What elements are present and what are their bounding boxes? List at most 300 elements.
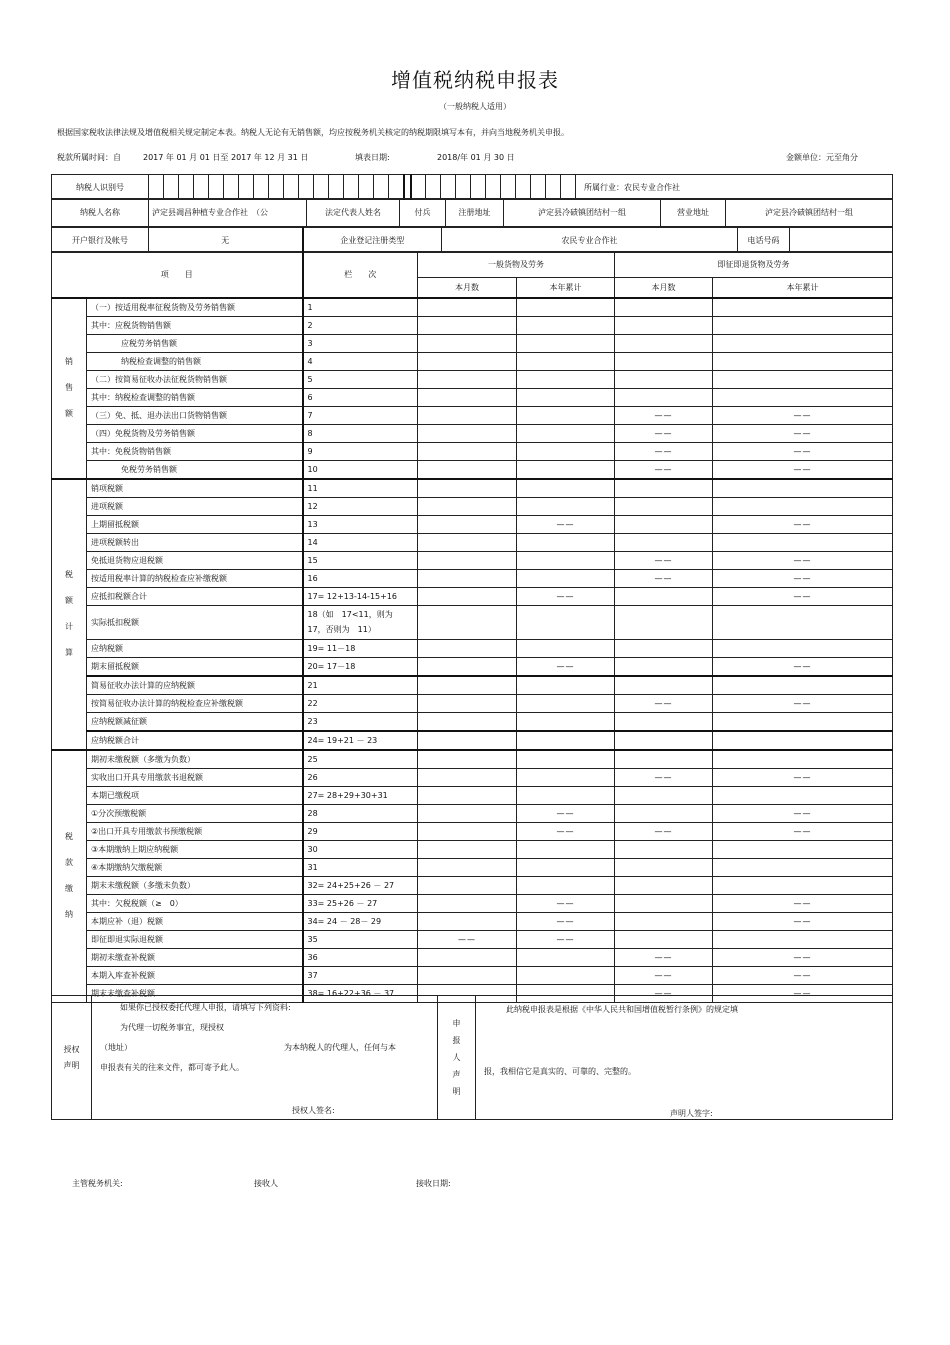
biz-addr-label: 营业地址 bbox=[661, 199, 726, 227]
cell-general-month[interactable] bbox=[418, 406, 517, 424]
legal-rep-label: 法定代表人姓名 bbox=[307, 199, 400, 227]
cell-refund-year[interactable] bbox=[713, 497, 893, 515]
cell-refund-year[interactable]: —— bbox=[713, 894, 893, 912]
cell-refund-year[interactable] bbox=[713, 858, 893, 876]
cell-general-month[interactable] bbox=[418, 479, 517, 498]
reg-addr-value[interactable]: 泸定县冷碛镇团结村一组 bbox=[504, 199, 661, 227]
cell-general-year[interactable] bbox=[517, 533, 615, 551]
row-col: 29 bbox=[303, 822, 418, 840]
cell-refund-year[interactable]: —— bbox=[713, 587, 893, 605]
table-row bbox=[52, 497, 893, 515]
cell-refund-month[interactable] bbox=[615, 388, 713, 406]
id-digit-box[interactable] bbox=[329, 175, 344, 200]
cell-refund-month[interactable]: —— bbox=[615, 442, 713, 460]
row-item: ②出口开具专用缴款书预缴税额 bbox=[87, 822, 303, 840]
cell-general-month[interactable] bbox=[418, 676, 517, 695]
row-col: 34= 24 － 28－ 29 bbox=[303, 912, 418, 930]
row-col: 30 bbox=[303, 840, 418, 858]
cell-general-month[interactable] bbox=[418, 533, 517, 551]
cell-general-month[interactable] bbox=[418, 316, 517, 334]
cell-general-year[interactable] bbox=[517, 786, 615, 804]
cell-refund-month[interactable] bbox=[615, 804, 713, 822]
id-digit-box[interactable] bbox=[389, 175, 404, 200]
cell-general-year[interactable] bbox=[517, 750, 615, 769]
table-row bbox=[52, 786, 893, 804]
cell-refund-year[interactable]: —— bbox=[713, 442, 893, 460]
cell-refund-year[interactable]: —— bbox=[713, 822, 893, 840]
cell-refund-month[interactable] bbox=[615, 912, 713, 930]
cell-general-year[interactable] bbox=[517, 497, 615, 515]
row-col: 17= 12+13-14-15+16 bbox=[303, 587, 418, 605]
table-row bbox=[52, 533, 893, 551]
cell-general-month[interactable] bbox=[418, 657, 517, 676]
table-row bbox=[52, 750, 893, 769]
declaration-table bbox=[51, 995, 893, 1120]
cell-refund-month[interactable] bbox=[615, 786, 713, 804]
cell-refund-month[interactable]: —— bbox=[615, 966, 713, 984]
id-digit-box[interactable] bbox=[561, 175, 576, 200]
cell-general-year[interactable]: —— bbox=[517, 515, 615, 533]
cell-general-year[interactable] bbox=[517, 768, 615, 786]
row-item: 期末留抵税额 bbox=[87, 657, 303, 676]
row-item: 其中：纳税检查调整的销售额 bbox=[87, 388, 303, 406]
id-digit-box[interactable] bbox=[359, 175, 374, 200]
id-digit-box[interactable] bbox=[516, 175, 531, 200]
cell-refund-month[interactable] bbox=[615, 657, 713, 676]
cell-general-month[interactable] bbox=[418, 551, 517, 569]
cell-refund-year[interactable] bbox=[713, 370, 893, 388]
row-col: 36 bbox=[303, 948, 418, 966]
cell-general-year[interactable] bbox=[517, 569, 615, 587]
cell-refund-year[interactable] bbox=[713, 712, 893, 731]
row-item: ①分次预缴税额 bbox=[87, 804, 303, 822]
cell-general-month[interactable]: —— bbox=[418, 930, 517, 948]
id-digit-box[interactable] bbox=[501, 175, 516, 200]
row-col: 27= 28+29+30+31 bbox=[303, 786, 418, 804]
cell-refund-month[interactable] bbox=[615, 858, 713, 876]
row-col: 24= 19+21 － 23 bbox=[303, 731, 418, 750]
table-row bbox=[52, 587, 893, 605]
cell-general-month[interactable] bbox=[418, 750, 517, 769]
cell-refund-year[interactable] bbox=[713, 840, 893, 858]
cell-general-year[interactable] bbox=[517, 316, 615, 334]
reg-addr-label: 注册地址 bbox=[446, 199, 504, 227]
cell-refund-month[interactable] bbox=[615, 639, 713, 657]
cell-general-year[interactable] bbox=[517, 334, 615, 352]
cell-refund-month[interactable]: —— bbox=[615, 569, 713, 587]
row-item: 进项税额转出 bbox=[87, 533, 303, 551]
header-refund-year: 本年累计 bbox=[713, 278, 893, 298]
id-digit-box[interactable] bbox=[546, 175, 561, 200]
table-row bbox=[52, 822, 893, 840]
cell-general-month[interactable] bbox=[418, 786, 517, 804]
cell-general-year[interactable]: —— bbox=[517, 804, 615, 822]
fill-date-value[interactable]: 2018/年 01 月 30 日 bbox=[437, 153, 515, 162]
row-col: 5 bbox=[303, 370, 418, 388]
table-row bbox=[52, 639, 893, 657]
row-col: 16 bbox=[303, 569, 418, 587]
period-value[interactable]: 2017 年 01 月 01 日至 2017 年 12 月 31 日 bbox=[143, 153, 309, 162]
cell-general-month[interactable] bbox=[418, 515, 517, 533]
row-item: 纳税检查调整的销售额 bbox=[87, 352, 303, 370]
id-digit-box[interactable] bbox=[314, 175, 329, 200]
row-item: 免税劳务销售额 bbox=[87, 460, 303, 479]
cell-refund-year[interactable] bbox=[713, 750, 893, 769]
cell-refund-month[interactable] bbox=[615, 334, 713, 352]
cell-general-month[interactable] bbox=[418, 858, 517, 876]
cell-refund-year[interactable] bbox=[713, 298, 893, 317]
id-digit-box[interactable] bbox=[179, 175, 194, 200]
cell-general-month[interactable] bbox=[418, 840, 517, 858]
cell-general-month[interactable] bbox=[418, 822, 517, 840]
cell-refund-year[interactable]: —— bbox=[713, 966, 893, 984]
id-digit-box[interactable] bbox=[164, 175, 179, 200]
table-row bbox=[52, 768, 893, 786]
table-row bbox=[52, 605, 893, 639]
cell-refund-month[interactable] bbox=[615, 497, 713, 515]
auth-line3b: 为本纳税人的代理人，任何与本 bbox=[284, 1043, 396, 1052]
cell-refund-month[interactable]: —— bbox=[615, 984, 713, 1002]
id-digit-box[interactable] bbox=[239, 175, 254, 200]
auth-line3a: （地址） bbox=[100, 1043, 132, 1052]
row-item: 上期留抵税额 bbox=[87, 515, 303, 533]
cell-general-month[interactable] bbox=[418, 694, 517, 712]
cell-refund-year[interactable] bbox=[713, 731, 893, 750]
row-col: 22 bbox=[303, 694, 418, 712]
row-col: 19= 11－18 bbox=[303, 639, 418, 657]
cell-refund-year[interactable]: —— bbox=[713, 569, 893, 587]
table-row bbox=[52, 694, 893, 712]
cell-refund-year[interactable] bbox=[713, 316, 893, 334]
row-col: 26 bbox=[303, 768, 418, 786]
cell-refund-year[interactable] bbox=[713, 388, 893, 406]
cell-refund-year[interactable] bbox=[713, 676, 893, 695]
row-item: 按适用税率计算的纳税检查应补缴税额 bbox=[87, 569, 303, 587]
row-item: 本期已缴税项 bbox=[87, 786, 303, 804]
row-col: 37 bbox=[303, 966, 418, 984]
table-row bbox=[52, 948, 893, 966]
cell-general-month[interactable] bbox=[418, 298, 517, 317]
row-item: 简易征收办法计算的应纳税额 bbox=[87, 676, 303, 695]
cell-refund-year[interactable] bbox=[713, 639, 893, 657]
cell-general-year[interactable] bbox=[517, 388, 615, 406]
cell-general-year[interactable] bbox=[517, 676, 615, 695]
id-digit-box[interactable] bbox=[209, 175, 224, 200]
cell-general-year[interactable] bbox=[517, 639, 615, 657]
cell-general-month[interactable] bbox=[418, 876, 517, 894]
cell-general-year[interactable] bbox=[517, 731, 615, 750]
row-item: 应纳税额 bbox=[87, 639, 303, 657]
cell-general-month[interactable] bbox=[418, 912, 517, 930]
cell-refund-year[interactable]: —— bbox=[713, 694, 893, 712]
cell-refund-year[interactable] bbox=[713, 876, 893, 894]
legal-rep-value[interactable]: 付兵 bbox=[400, 199, 446, 227]
cell-refund-year[interactable]: —— bbox=[713, 515, 893, 533]
section-tax-calc: 税 额 计 算 bbox=[52, 479, 87, 750]
cell-refund-month[interactable] bbox=[615, 930, 713, 948]
cell-general-year[interactable] bbox=[517, 948, 615, 966]
table-row bbox=[52, 460, 893, 479]
table-row bbox=[52, 442, 893, 460]
auth-line1: 如果你已授权委托代理人申报，请填写下列资料: bbox=[120, 1003, 291, 1012]
cell-refund-month[interactable]: —— bbox=[615, 551, 713, 569]
row-item: 期初未缴税额（多缴为负数） bbox=[87, 750, 303, 769]
decl-signature[interactable]: 声明人签字: bbox=[670, 1109, 713, 1118]
cell-general-year[interactable] bbox=[517, 424, 615, 442]
cell-general-month[interactable] bbox=[418, 497, 517, 515]
cell-general-month[interactable] bbox=[418, 731, 517, 750]
cell-general-month[interactable] bbox=[418, 639, 517, 657]
cell-refund-month[interactable] bbox=[615, 876, 713, 894]
id-digit-box[interactable] bbox=[269, 175, 284, 200]
cell-refund-year[interactable] bbox=[713, 334, 893, 352]
cell-general-month[interactable] bbox=[418, 948, 517, 966]
cell-general-month[interactable] bbox=[418, 712, 517, 731]
id-digit-box[interactable] bbox=[471, 175, 486, 200]
cell-general-year[interactable] bbox=[517, 876, 615, 894]
cell-refund-month[interactable] bbox=[615, 840, 713, 858]
row-col: 23 bbox=[303, 712, 418, 731]
id-digit-box[interactable] bbox=[284, 175, 299, 200]
cell-general-month[interactable] bbox=[418, 587, 517, 605]
tax-return-table bbox=[51, 251, 893, 1003]
row-col: 8 bbox=[303, 424, 418, 442]
cell-general-month[interactable] bbox=[418, 768, 517, 786]
cell-general-month[interactable] bbox=[418, 334, 517, 352]
cell-general-month[interactable] bbox=[418, 424, 517, 442]
cell-general-year[interactable] bbox=[517, 406, 615, 424]
cell-general-year[interactable] bbox=[517, 352, 615, 370]
section-sales: 销 售 额 bbox=[52, 298, 87, 479]
id-digit-box[interactable] bbox=[299, 175, 314, 200]
cell-general-month[interactable] bbox=[418, 894, 517, 912]
cell-general-month[interactable] bbox=[418, 460, 517, 479]
table-row bbox=[52, 676, 893, 695]
table-row bbox=[52, 569, 893, 587]
cell-refund-year[interactable] bbox=[713, 533, 893, 551]
bank-value[interactable]: 无 bbox=[149, 228, 303, 253]
table-row bbox=[52, 515, 893, 533]
cell-general-year[interactable] bbox=[517, 460, 615, 479]
row-col: 3 bbox=[303, 334, 418, 352]
row-col: 13 bbox=[303, 515, 418, 533]
header-general-year: 本年累计 bbox=[517, 278, 615, 298]
cell-refund-month[interactable]: —— bbox=[615, 460, 713, 479]
table-row bbox=[52, 894, 893, 912]
id-separator bbox=[404, 175, 411, 200]
id-digit-box[interactable] bbox=[224, 175, 239, 200]
cell-refund-month[interactable] bbox=[615, 750, 713, 769]
row-item: 其中：欠税税额（≥ 0） bbox=[87, 894, 303, 912]
fill-date-label: 填表日期: bbox=[355, 153, 390, 162]
auth-line2: 为代理一切税务事宜，现授权 bbox=[120, 1023, 224, 1032]
cell-general-year[interactable] bbox=[517, 442, 615, 460]
cell-general-year[interactable]: —— bbox=[517, 822, 615, 840]
cell-refund-month[interactable] bbox=[615, 533, 713, 551]
row-col: 31 bbox=[303, 858, 418, 876]
cell-refund-year[interactable]: —— bbox=[713, 424, 893, 442]
cell-general-month[interactable] bbox=[418, 966, 517, 984]
cell-refund-month[interactable] bbox=[615, 298, 713, 317]
table-row bbox=[52, 876, 893, 894]
cell-general-year[interactable] bbox=[517, 551, 615, 569]
row-col: 7 bbox=[303, 406, 418, 424]
id-digit-box[interactable] bbox=[149, 175, 164, 200]
cell-general-year[interactable] bbox=[517, 298, 615, 317]
table-row bbox=[52, 966, 893, 984]
cell-refund-month[interactable] bbox=[615, 731, 713, 750]
cell-general-month[interactable] bbox=[418, 370, 517, 388]
id-digit-box[interactable] bbox=[426, 175, 441, 200]
cell-general-month[interactable] bbox=[418, 569, 517, 587]
id-digit-box[interactable] bbox=[441, 175, 456, 200]
cell-refund-month[interactable] bbox=[615, 370, 713, 388]
cell-general-year[interactable] bbox=[517, 605, 615, 639]
table-row bbox=[52, 370, 893, 388]
table-row bbox=[52, 731, 893, 750]
row-item: 实收出口开具专用缴款书退税额 bbox=[87, 768, 303, 786]
cell-refund-year[interactable]: —— bbox=[713, 912, 893, 930]
cell-general-year[interactable] bbox=[517, 840, 615, 858]
cell-general-year[interactable]: —— bbox=[517, 912, 615, 930]
row-item: （四）免税货物及劳务销售额 bbox=[87, 424, 303, 442]
phone-label: 电话号码 bbox=[738, 228, 790, 253]
row-item: （三）免、抵、退办法出口货物销售额 bbox=[87, 406, 303, 424]
table-row bbox=[52, 388, 893, 406]
cell-general-year[interactable]: —— bbox=[517, 657, 615, 676]
cell-general-year[interactable] bbox=[517, 370, 615, 388]
table-row bbox=[52, 298, 893, 317]
cell-refund-year[interactable]: —— bbox=[713, 657, 893, 676]
row-item: 进项税额 bbox=[87, 497, 303, 515]
cell-refund-year[interactable] bbox=[713, 605, 893, 639]
cell-refund-month[interactable]: —— bbox=[615, 694, 713, 712]
cell-general-year[interactable] bbox=[517, 694, 615, 712]
phone-value[interactable] bbox=[790, 228, 893, 253]
cell-refund-month[interactable] bbox=[615, 676, 713, 695]
id-digit-box[interactable] bbox=[531, 175, 546, 200]
row-item: 销项税额 bbox=[87, 479, 303, 498]
id-digit-box[interactable] bbox=[486, 175, 501, 200]
header-general: 一般货物及劳务 bbox=[418, 252, 615, 278]
cell-general-year[interactable] bbox=[517, 712, 615, 731]
cell-general-year[interactable] bbox=[517, 858, 615, 876]
cell-refund-month[interactable] bbox=[615, 352, 713, 370]
page-title: 增值税纳税申报表 bbox=[391, 68, 559, 92]
cell-general-month[interactable] bbox=[418, 605, 517, 639]
row-col: 6 bbox=[303, 388, 418, 406]
cell-refund-month[interactable] bbox=[615, 605, 713, 639]
cell-refund-month[interactable]: —— bbox=[615, 768, 713, 786]
cell-refund-year[interactable] bbox=[713, 786, 893, 804]
cell-refund-month[interactable] bbox=[615, 587, 713, 605]
cell-refund-month[interactable]: —— bbox=[615, 948, 713, 966]
id-digit-box[interactable] bbox=[254, 175, 269, 200]
cell-general-month[interactable] bbox=[418, 804, 517, 822]
cell-refund-year[interactable]: —— bbox=[713, 948, 893, 966]
cell-general-year[interactable] bbox=[517, 479, 615, 498]
cell-refund-month[interactable]: —— bbox=[615, 424, 713, 442]
row-item: 其中：应税货物销售额 bbox=[87, 316, 303, 334]
cell-general-year[interactable]: —— bbox=[517, 930, 615, 948]
cell-refund-year[interactable]: —— bbox=[713, 406, 893, 424]
reg-type-label: 企业登记注册类型 bbox=[303, 228, 442, 253]
industry: 所属行业：农民专业合作社 bbox=[576, 175, 893, 200]
row-col: 38= 16+22+36 － 37 bbox=[303, 984, 418, 1002]
section-payment: 税 款 缴 纳 bbox=[52, 750, 87, 1003]
taxpayer-id-label: 纳税人识别号 bbox=[52, 175, 149, 200]
row-col: 28 bbox=[303, 804, 418, 822]
row-item: （一）按适用税率征税货物及劳务销售额 bbox=[87, 298, 303, 317]
cell-refund-month[interactable] bbox=[615, 515, 713, 533]
cell-refund-year[interactable]: —— bbox=[713, 804, 893, 822]
cell-refund-month[interactable]: —— bbox=[615, 822, 713, 840]
row-col: 15 bbox=[303, 551, 418, 569]
footer-receive-date: 接收日期: bbox=[416, 1179, 451, 1188]
cell-refund-month[interactable] bbox=[615, 479, 713, 498]
id-digit-box[interactable] bbox=[411, 175, 426, 200]
cell-refund-year[interactable]: —— bbox=[713, 768, 893, 786]
cell-general-month[interactable] bbox=[418, 442, 517, 460]
cell-refund-month[interactable]: —— bbox=[615, 406, 713, 424]
cell-general-month[interactable] bbox=[418, 388, 517, 406]
row-col: 32= 24+25+26 － 27 bbox=[303, 876, 418, 894]
auth-signature[interactable]: 授权人签名: bbox=[292, 1106, 335, 1115]
cell-refund-year[interactable]: —— bbox=[713, 984, 893, 1002]
table-row bbox=[52, 804, 893, 822]
cell-refund-month[interactable] bbox=[615, 894, 713, 912]
cell-general-year[interactable]: —— bbox=[517, 587, 615, 605]
id-digit-box[interactable] bbox=[374, 175, 389, 200]
row-col: 35 bbox=[303, 930, 418, 948]
biz-addr-value[interactable]: 泸定县冷碛镇团结村一组 bbox=[726, 199, 893, 227]
row-item: 应纳税额减征额 bbox=[87, 712, 303, 731]
row-col: 18（如 17<11，则为 17，否则为 11） bbox=[303, 605, 418, 639]
row-col: 20= 17－18 bbox=[303, 657, 418, 676]
table-row bbox=[52, 551, 893, 569]
cell-refund-year[interactable]: —— bbox=[713, 551, 893, 569]
row-item: 应纳税额合计 bbox=[87, 731, 303, 750]
row-col: 33= 25+26 － 27 bbox=[303, 894, 418, 912]
decl-line1: 此纳税申报表是根据《中华人民共和国增值税暂行条例》的规定填 bbox=[506, 1005, 738, 1014]
row-col: 4 bbox=[303, 352, 418, 370]
cell-refund-month[interactable] bbox=[615, 712, 713, 731]
cell-refund-year[interactable] bbox=[713, 930, 893, 948]
row-col: 21 bbox=[303, 676, 418, 695]
cell-refund-year[interactable] bbox=[713, 479, 893, 498]
cell-general-month[interactable] bbox=[418, 352, 517, 370]
table-row bbox=[52, 424, 893, 442]
row-col: 9 bbox=[303, 442, 418, 460]
cell-general-year[interactable] bbox=[517, 966, 615, 984]
row-item: 期末未缴查补税额 bbox=[87, 984, 303, 1002]
row-item: 应税劳务销售额 bbox=[87, 334, 303, 352]
cell-general-year[interactable]: —— bbox=[517, 894, 615, 912]
taxpayer-name-value[interactable]: 泸定县凋昌种植专业合作社 （公 bbox=[149, 199, 307, 227]
cell-refund-year[interactable]: —— bbox=[713, 460, 893, 479]
cell-refund-month[interactable] bbox=[615, 316, 713, 334]
id-digit-box[interactable] bbox=[456, 175, 471, 200]
decl-line2: 报，我相信它是真实的、可靠的、完整的。 bbox=[484, 1067, 636, 1076]
id-digit-box[interactable] bbox=[194, 175, 209, 200]
table-row bbox=[52, 657, 893, 676]
id-digit-box[interactable] bbox=[344, 175, 359, 200]
table-row bbox=[52, 840, 893, 858]
reg-type-value[interactable]: 农民专业合作社 bbox=[442, 228, 738, 253]
auth-label: 授权 声明 bbox=[52, 996, 92, 1120]
auth-section bbox=[92, 996, 438, 1120]
cell-refund-year[interactable] bbox=[713, 352, 893, 370]
